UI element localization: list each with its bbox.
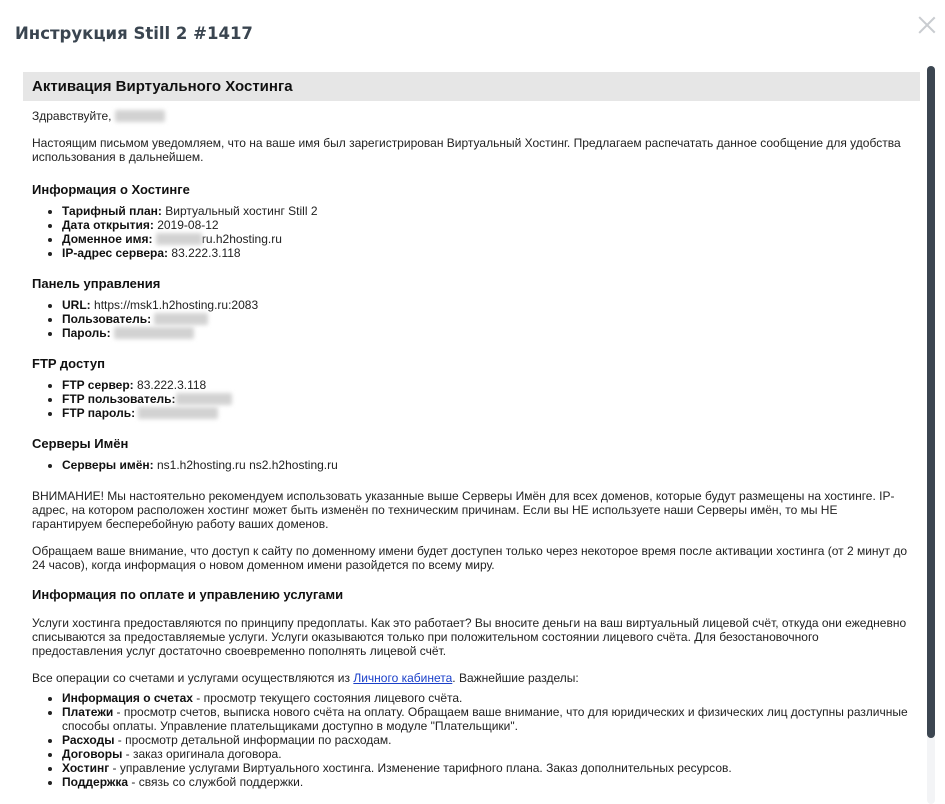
redacted-name bbox=[115, 110, 165, 122]
list-item bbox=[62, 232, 911, 246]
url-value: https://msk1.h2hosting.ru:2083 bbox=[94, 298, 259, 312]
ftp-password-label: FTP пароль: bbox=[62, 406, 136, 420]
billing-heading: Информация по оплате и управлению услугами bbox=[32, 587, 344, 602]
hosting-info-heading: Информация о Хостинге bbox=[32, 182, 190, 197]
section-desc: - заказ оригинала договора. bbox=[122, 747, 282, 761]
nameservers-heading: Серверы Имён bbox=[32, 436, 129, 451]
redacted-ftp-user bbox=[176, 393, 232, 405]
redacted-user bbox=[154, 313, 208, 325]
nameservers-list bbox=[32, 458, 911, 472]
list-item bbox=[62, 747, 911, 761]
billing-text: Услуги хостинга предоставляются по принципу предоплаты. Как это работает? Вы вносите деньги на ваш виртуальный лицевой счёт, откуда они ежедневно списываются за предоставляемые услуги. Услуги оказываются только при положительном состоянии лицевого счёта. Для безостановочного предоставления услуг достаточно своевременно пополнять лицевой счёт. bbox=[32, 616, 907, 658]
list-item bbox=[62, 246, 911, 260]
scrollbar-thumb[interactable] bbox=[927, 66, 935, 738]
domain-suffix: ru.h2hosting.ru bbox=[201, 232, 282, 246]
list-item bbox=[62, 298, 911, 312]
hosting-info-list bbox=[32, 204, 911, 260]
ip-label: IP-адрес сервера: bbox=[62, 246, 169, 260]
date-value: 2019-08-12 bbox=[157, 218, 219, 232]
ftp-list bbox=[32, 378, 911, 420]
date-label: Дата открытия: bbox=[62, 218, 154, 232]
vertical-scrollbar[interactable] bbox=[927, 66, 935, 804]
section-title: Хостинг bbox=[62, 761, 110, 775]
section-title: Информация о счетах bbox=[62, 691, 193, 705]
section-title: Расходы bbox=[62, 733, 115, 747]
section-desc: - управление услугами Виртуального хостинга. Изменение тарифного плана. Заказ дополнительных ресурсов. bbox=[109, 761, 732, 775]
greeting: Здравствуйте, bbox=[32, 109, 112, 123]
list-item bbox=[62, 458, 911, 472]
instruction-content bbox=[23, 72, 920, 804]
list-item bbox=[62, 218, 911, 232]
plan-value: Виртуальный хостинг Still 2 bbox=[165, 204, 318, 218]
list-item bbox=[62, 761, 911, 775]
ns-label: Серверы имён: bbox=[62, 458, 154, 472]
personal-cabinet-link[interactable]: Личного кабинета bbox=[353, 671, 453, 685]
section-title: Поддержка bbox=[62, 775, 129, 789]
list-item bbox=[62, 406, 911, 420]
ftp-server-value: 83.222.3.118 bbox=[137, 378, 207, 392]
letter-heading: Активация Виртуального Хостинга bbox=[23, 72, 920, 101]
ip-value: 83.222.3.118 bbox=[171, 246, 241, 260]
section-desc: - связь со службой поддержки. bbox=[128, 775, 304, 789]
ns-value: ns1.h2hosting.ru ns2.h2hosting.ru bbox=[157, 458, 338, 472]
plan-label: Тарифный план: bbox=[62, 204, 162, 218]
greeting-line bbox=[32, 109, 911, 123]
dialog-title: Инструкция Still 2 #1417 bbox=[15, 24, 253, 43]
list-item bbox=[62, 775, 911, 789]
section-desc: - просмотр детальной информации по расходам. bbox=[114, 733, 392, 747]
redacted-domain bbox=[156, 233, 202, 245]
operations-line bbox=[32, 671, 911, 685]
password-label: Пароль: bbox=[62, 326, 111, 340]
ops-suffix: . Важнейшие разделы: bbox=[452, 671, 579, 685]
list-item bbox=[62, 326, 911, 340]
control-panel-list bbox=[32, 298, 911, 340]
redacted-ftp-password bbox=[138, 407, 218, 419]
list-item bbox=[62, 312, 911, 326]
warning-text: ВНИМАНИЕ! Мы настоятельно рекомендуем использовать указанные выше Серверы Имён для всех доменов, которые будут размещены на хостинге. IP-адрес, на котором расположен хостинг может быть изменён по техническим причинам. Если вы НЕ используете наши Серверы имён, то мы НЕ гарантируем бесперебойную работу ваших доменов. bbox=[32, 489, 895, 531]
notice-text: Обращаем ваше внимание, что доступ к сайту по доменному имени будет доступен только через некоторое время после активации хостинга (от 2 минут до 24 часов), когда информация о новом доменном имени разойдется по всему миру. bbox=[32, 544, 908, 572]
redacted-password bbox=[114, 327, 194, 339]
user-label: Пользователь: bbox=[62, 312, 152, 326]
list-item bbox=[62, 378, 911, 392]
list-item bbox=[62, 392, 911, 406]
close-icon[interactable] bbox=[916, 14, 938, 36]
section-title: Договоры bbox=[62, 747, 123, 761]
list-item bbox=[62, 204, 911, 218]
section-title: Платежи bbox=[62, 705, 114, 719]
list-item bbox=[62, 691, 911, 705]
control-panel-heading: Панель управления bbox=[32, 276, 161, 291]
section-desc: - просмотр счетов, выписка нового счёта на оплату. Обращаем ваше внимание, что для юридических и физических лиц доступны различные способы оплаты. Управление плательщиками доступно в модуле "Плательщики". bbox=[62, 705, 908, 733]
ftp-user-label: FTP пользователь: bbox=[62, 392, 176, 406]
section-desc: - просмотр текущего состояния лицевого счёта. bbox=[192, 691, 463, 705]
ops-prefix: Все операции со счетами и услугами осуществляются из bbox=[32, 671, 350, 685]
billing-sections-list bbox=[32, 691, 911, 789]
url-label: URL: bbox=[62, 298, 91, 312]
intro-text: Настоящим письмом уведомляем, что на ваше имя был зарегистрирован Виртуальный Хостинг. Предлагаем распечатать данное сообщение для удобства использования в дальнейшем. bbox=[32, 136, 901, 164]
ftp-server-label: FTP сервер: bbox=[62, 378, 134, 392]
domain-label: Доменное имя: bbox=[62, 232, 153, 246]
list-item bbox=[62, 733, 911, 747]
ftp-heading: FTP доступ bbox=[32, 356, 105, 371]
list-item bbox=[62, 705, 911, 733]
